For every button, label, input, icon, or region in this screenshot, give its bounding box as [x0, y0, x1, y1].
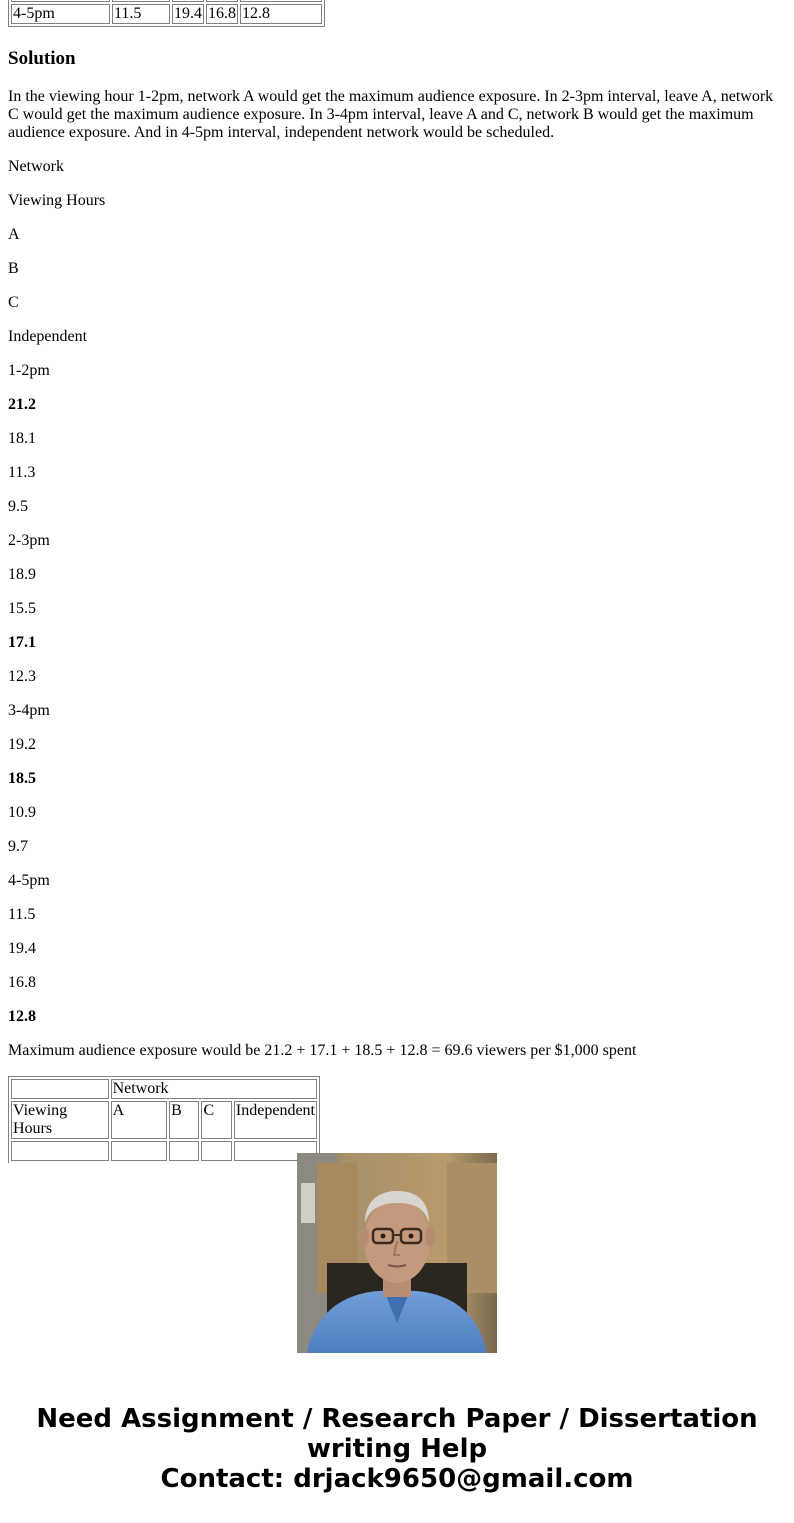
solution-line: 16.8 — [8, 974, 36, 991]
table-row — [11, 1101, 317, 1139]
solution-line: 4-5pm — [8, 872, 50, 889]
table-cell — [112, 0, 170, 2]
table-cell — [201, 1141, 231, 1161]
solution-line: Viewing Hours — [8, 192, 106, 209]
table-cell — [11, 1141, 109, 1161]
table-cell: Independent — [234, 1101, 317, 1139]
solution-heading: Solution — [8, 48, 76, 69]
cta-line-2: writing Help — [306, 1434, 488, 1464]
table-cell — [111, 1141, 168, 1161]
solution-line: 12.8 — [8, 1008, 36, 1025]
table-cell — [206, 0, 238, 2]
solution-intro: In the viewing hour 1-2pm, network A would get the maximum audience exposure. In 2-3pm interval, leave A, network C would get the maximum audience exposure. In 3-4pm interval, leave A and C, network B would get the maximum audience exposure. And in 4-5pm interval, independent network would be scheduled. — [8, 88, 774, 141]
solution-line: 18.5 — [8, 770, 36, 787]
solution-line: 18.9 — [8, 566, 36, 583]
table-cell — [169, 1141, 199, 1161]
avatar-photo — [297, 1153, 497, 1353]
solution-line: 9.7 — [8, 838, 28, 855]
solution-line: 9.5 — [8, 498, 28, 515]
table-cell — [240, 0, 322, 2]
contact-email[interactable]: Contact: drjack9650@gmail.com — [160, 1464, 634, 1494]
solution-line: 15.5 — [8, 600, 36, 617]
table-row — [11, 1079, 317, 1099]
solution-line: Network — [8, 158, 64, 175]
table-cell: Viewing Hours — [11, 1101, 109, 1139]
solution-line: 2-3pm — [8, 532, 50, 549]
solution-line: B — [8, 260, 19, 277]
solution-line: 1-2pm — [8, 362, 50, 379]
solution-line: 11.3 — [8, 464, 36, 481]
table-cell: A — [111, 1101, 168, 1139]
cta-line-1: Need Assignment / Research Paper / Dissertation — [36, 1404, 758, 1434]
table-cell: 19.4 — [174, 5, 202, 22]
table-cell — [11, 0, 110, 2]
table-row — [11, 0, 322, 2]
table-header-network: Network — [111, 1079, 317, 1099]
author-avatar — [297, 1153, 497, 1353]
solution-line: 19.2 — [8, 736, 36, 753]
table-cell: C — [201, 1101, 231, 1139]
table-cell: 16.8 — [208, 5, 236, 22]
solution-line: C — [8, 294, 19, 311]
contact-banner — [0, 1404, 794, 1494]
solution-line: 3-4pm — [8, 702, 50, 719]
solution-line: 21.2 — [8, 396, 36, 413]
table-row — [11, 1141, 317, 1161]
table-cell — [172, 0, 204, 2]
solution-line: 19.4 — [8, 940, 36, 957]
table-cell: 4-5pm — [11, 4, 110, 24]
solution-line: 18.1 — [8, 430, 36, 447]
solution-line: 11.5 — [8, 906, 36, 923]
solution-line: Independent — [8, 328, 88, 345]
table-cell — [11, 1079, 109, 1099]
table-cell: B — [169, 1101, 199, 1139]
bottom-table — [8, 1076, 320, 1137]
solution-conclusion: Maximum audience exposure would be 21.2 + 17.1 + 18.5 + 12.8 = 69.6 viewers per $1,000 spent — [8, 1042, 637, 1059]
top-table — [8, 0, 325, 27]
table-row — [11, 4, 322, 24]
table-cell: 11.5 — [112, 4, 170, 24]
solution-line: A — [8, 226, 20, 243]
table-cell: 12.8 — [240, 4, 322, 24]
solution-line: 17.1 — [8, 634, 36, 651]
solution-line: 12.3 — [8, 668, 36, 685]
solution-line: 10.9 — [8, 804, 36, 821]
